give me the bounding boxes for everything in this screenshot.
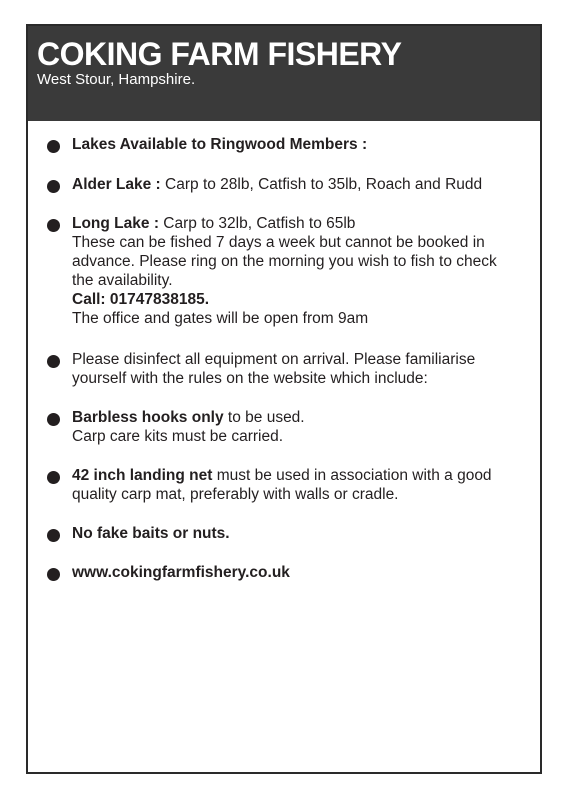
lakes-heading: Lakes Available to Ringwood Members : xyxy=(72,136,368,153)
bullet-icon xyxy=(47,140,60,153)
barbless-hooks-label: Barbless hooks only xyxy=(72,409,224,426)
page-subtitle: West Stour, Hampshire. xyxy=(37,71,196,88)
bullet-icon xyxy=(47,413,60,426)
carp-mat-line: quality carp mat, preferably with walls or cradle. xyxy=(72,486,399,503)
office-hours: The office and gates will be open from 9am xyxy=(72,310,369,327)
long-lake-details: Carp to 32lb, Catfish to 65lb xyxy=(158,215,356,232)
no-fake-baits-text: No fake baits or nuts. xyxy=(72,525,230,542)
bullet-icon xyxy=(47,180,60,193)
website-link: www.cokingfarmfishery.co.uk xyxy=(72,564,290,581)
disinfect-line: Please disinfect all equipment on arrival. Please familiarise xyxy=(72,351,476,368)
bullet-icon xyxy=(47,219,60,232)
call-phone-number: Call: 01747838185. xyxy=(72,291,210,308)
landing-net-label: 42 inch landing net xyxy=(72,467,213,484)
bullet-icon xyxy=(47,355,60,368)
alder-lake-label: Alder Lake : xyxy=(72,176,161,193)
carp-care-kits-line: Carp care kits must be carried. xyxy=(72,428,284,445)
long-lake-label: Long Lake : xyxy=(72,215,159,232)
long-lake-note-line: advance. Please ring on the morning you wish to fish to check xyxy=(72,253,497,270)
long-lake-note-line: These can be fished 7 days a week but cannot be booked in xyxy=(72,234,485,251)
bullet-icon xyxy=(47,471,60,484)
notice-card: COKING FARM FISHERY West Stour, Hampshire. Lakes Available to Ringwood Members : Alder Lake : Carp to 28lb, Catfish to 35lb, Roach and Rudd Long Lake : Carp to 32lb, Catfish to 65lb These can be fished 7 days a week but cannot be booked in advance. Please ring on the morning you wish to fish to check the availability. Call: 01747838185. The office and gates will be open from 9am Please disinfect all equipment on arrival. Please familiarise yourself with the rules on the website which include: Barbless hooks only to be used. Carp care kits must be carried. 42 inch landing net must be used in association with a good quality carp mat, preferably with walls or cradle. No fake baits or nuts. www.cokingfarmfishery.co.uk xyxy=(26,24,542,774)
header-banner xyxy=(28,26,540,121)
bullet-icon xyxy=(47,529,60,542)
disinfect-line: yourself with the rules on the website which include: xyxy=(72,370,428,387)
alder-lake-details: Carp to 28lb, Catfish to 35lb, Roach and Rudd xyxy=(160,176,483,193)
page-title: COKING FARM FISHERY xyxy=(37,36,402,72)
long-lake-note-line: the availability. xyxy=(72,272,173,289)
bullet-icon xyxy=(47,568,60,581)
